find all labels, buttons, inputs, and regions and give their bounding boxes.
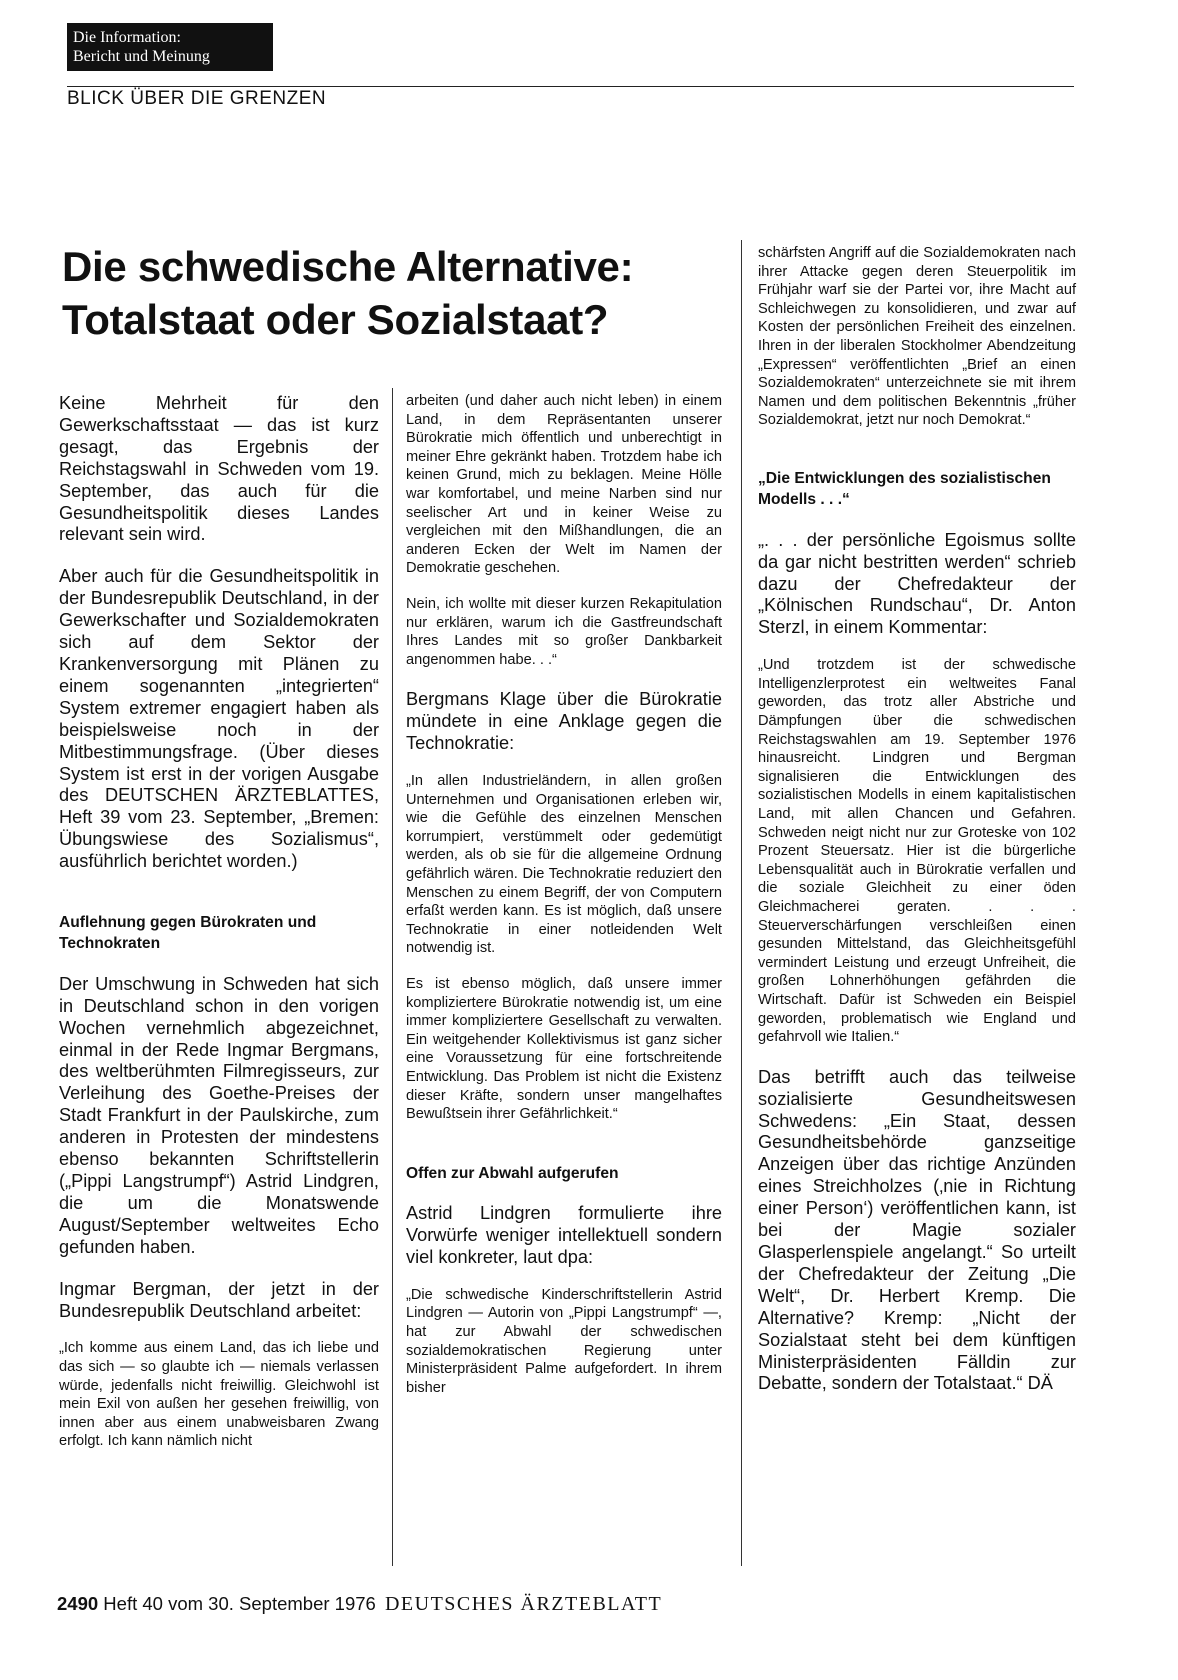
paragraph: Astrid Lindgren formulierte ihre Vorwürfe weniger intellektuell sondern viel konkreter, laut dpa: [406,1203,722,1267]
badge-line-1: Die Information: [73,29,181,46]
column-divider-2 [741,240,742,1566]
department-badge [67,23,273,71]
quote: „In allen Industrieländern, in allen großen Unternehmen und Organisationen erleben wir, wie die Gefühle des einzelnen Menschen korrumpiert, verstümmelt oder gedemütigt werden, als ob sie für die allgemeine Ordnung gefährlich wären. Die Technokratie reduziert den Menschen zu einem Begriff, der von Computern erfaßt werden kann. Es ist möglich, daß unsere Technokratie in einer notleidenden Welt notwendig ist. [406,773,722,957]
quote: Nein, ich wollte mit dieser kurzen Rekapitulation nur erklären, warum ich die Gastfreundschaft Ihres Landes mit so großer Dankbarkeit angenommen habe. . .“ [406,595,722,668]
section-heading: BLICK ÜBER DIE GRENZEN [67,88,327,109]
article-title [62,240,742,346]
paragraph: Der Umschwung in Schweden hat sich in Deutschland schon in den vorigen Wochen vernehmlich abgezeichnet, einmal in der Rede Ingmar Bergmans, des weltberühmten Filmregisseurs, zur Verleihung des Goethe-Preises der Stadt Frankfurt in der Paulskirche, zum anderen in Protesten der mindestens ebenso bekannten Schriftstellerin („Pippi Langstrumpf“) Astrid Lindgren, die um die Monatswende August/September weltweites Echo gefunden haben. [59,973,379,1257]
title-line-2: Totalstaat oder Sozialstaat? [62,296,609,343]
page-number: 2490 [57,1593,99,1614]
paragraph: „. . . der persönliche Egoismus sollte da gar nicht bestritten werden“ schrieb dazu der Chefredakteur der „Kölnischen Rundschau“, Dr. Anton Sterzl, in einem Kommentar: [758,529,1076,638]
journal-name: DEUTSCHES ÄRZTEBLATT [384,1593,663,1615]
paragraph: Bergmans Klage über die Bürokratie mündete in eine Anklage gegen die Technokratie: [406,689,722,754]
issue-info: Heft 40 vom 30. September 1976 [103,1593,376,1614]
subheading: Auflehnung gegen Bürokraten und Technokraten [59,914,317,953]
paragraph: Ingmar Bergman, der jetzt in der Bundesrepublik Deutschland arbeitet: [59,1278,379,1321]
page-footer [57,1593,737,1616]
quote: schärfsten Angriff auf die Sozialdemokraten nach ihrer Attacke gegen deren Steuerpolitik im Frühjahr warf sie der Partei vor, ihre Macht auf Schleichwegen zu konsolidieren, und zwar auf Kosten der persönlichen Freiheit des einzelnen. Ihren in der liberalen Stockholmer Abendzeitung „Expressen“ veröffentlichten „Brief an einen Sozialdemokraten“ unterzeichnete sie mit ihrem Namen und dem politischen Bekenntnis „früher Sozialdemokrat, jetzt nur noch Demokrat.“ [758,245,1076,429]
paragraph: Aber auch für die Gesundheitspolitik in der Bundesrepublik Deutschland, in der Gewerkschafter und Sozialdemokraten sich auf dem Sektor der Krankenversorgung mit Plänen zu einem sogenannten „integrierten“ System extremer engagiert haben als beispielsweise noch in der Mitbestimmungsfrage. (Über dieses System ist erst in der vorigen Ausgabe des DEUTSCHEN ÄRZTEBLATTES, Heft 39 vom 23. September, „Bremen: Übungswiese des Sozialismus“, ausführlich berichtet worden.) [59,566,379,872]
column-1 [59,393,379,1451]
subheading: „Die Entwicklungen des sozialistischen Modells . . .“ [758,469,1051,509]
quote: „Ich komme aus einem Land, das ich liebe und das sich — so glaubte ich — niemals verlassen würde, jedenfalls nicht freiwillig. Gleichwohl ist mein Exil von außen her gesehen freiwillig, von innen aber aus einem unabweisbaren Zwang erfolgt. Ich kann nämlich nicht [59,1340,379,1450]
paragraph [758,1067,1076,1396]
quote: „Und trotzdem ist der schwedische Intelligenzlerprotest ein weltweites Fanal geworden, das trotz aller Abstriche und Dämpfungen über die schwedischen Reichstagswahlen am 19. September 1976 hinausreicht. Lindgren und Bergman signalisieren die Entwicklungen des sozialistischen Modells in einem kapitalistischen Land, mit allen Chancen und Gefahren. Schweden neigt nicht nur zur Groteske von 102 Prozent Steuersatz. Hier ist die bürgerliche Lebensqualität auch in Bürokratie verfallen und die soziale Gleichheit zu einer öden Gleichmacherei geraten. . . . Steuerverschärfungen verschleißen einen gesunden Mittelstand, das Gleichheitsgefühl vermindert Leistung und erzeugt Unfreiheit, die großen Lohnerhöhungen gefährden die Wirtschaft. Dafür ist Schweden ein Beispiel geworden, problematisch wie England und gefahrvoll wie Italien.“ [758,657,1076,1046]
header-rule [67,86,1074,87]
quote: „Die schwedische Kinderschriftstellerin Astrid Lindgren — Autorin von „Pippi Langstrumpf“ —, hat zur Abwahl der schwedischen sozialdemokratischen Regierung unter Ministerpräsident Palme aufgefordert. In ihrem bisher [406,1286,722,1396]
title-line-1: Die schwedische Alternative: [62,243,634,290]
column-3 [758,244,1076,1395]
quote: arbeiten (und daher auch nicht leben) in einem Land, in dem Repräsentanten unserer Bürokratie mich öffentlich und unberechtigt in meiner Ehre gekränkt haben. Trotzdem habe ich keinen Grund, mich zu beklagen. Meine Hölle war komfortabel, und meine Narben sind nur seelischer Art und in keiner Weise zu vergleichen mit den Mißhandlungen, die an anderen Ecken der Welt im Namen der Demokratie geschehen. [406,393,722,577]
column-divider-1 [392,388,393,1566]
author-signature: DÄ [1027,1373,1053,1394]
paragraph-text: Das betrifft auch das teilweise sozialisierte Gesundheitswesen Schwedens: „Ein Staat, dessen Gesundheitsbehörde ganzseitige Anzeigen über das richtige Anzünden eines Streichholzes (‚nie in Richtung einer Person‘) veröffentlichen kann, ist bei der Magie sozialer Glasperlenspiele angelangt.“ So urteilt der Chefredakteur der Zeitung „Die Welt“, Dr. Herbert Kremp. Die Alternative? Kremp: „Nicht der Sozialstaat steht bei dem künftigen Ministerpräsidenten Fälldin zur Debatte, sondern der Totalstaat.“ [758,1066,1076,1394]
subheading: Offen zur Abwahl aufgerufen [406,1164,619,1182]
paragraph: Keine Mehrheit für den Gewerkschaftsstaat — das ist kurz gesagt, das Ergebnis der Reichstagswahl in Schweden vom 19. September, das auch für die Gesundheitspolitik dieses Landes relevant sein wird. [59,393,379,545]
quote: Es ist ebenso möglich, daß unsere immer kompliziertere Bürokratie notwendig ist, um eine immer kompliziertere Gesellschaft zu verwalten. Ein weitgehender Kollektivismus ist ganz sicher eine Voraussetzung für eine fortschreitende Entwicklung. Das Problem ist nicht die Existenz dieser Kräfte, sondern unser mangelhaftes Bewußtsein ihrer Gefährlichkeit.“ [406,975,722,1123]
column-2 [406,392,722,1397]
badge-line-2: Bericht und Meinung [73,48,210,65]
